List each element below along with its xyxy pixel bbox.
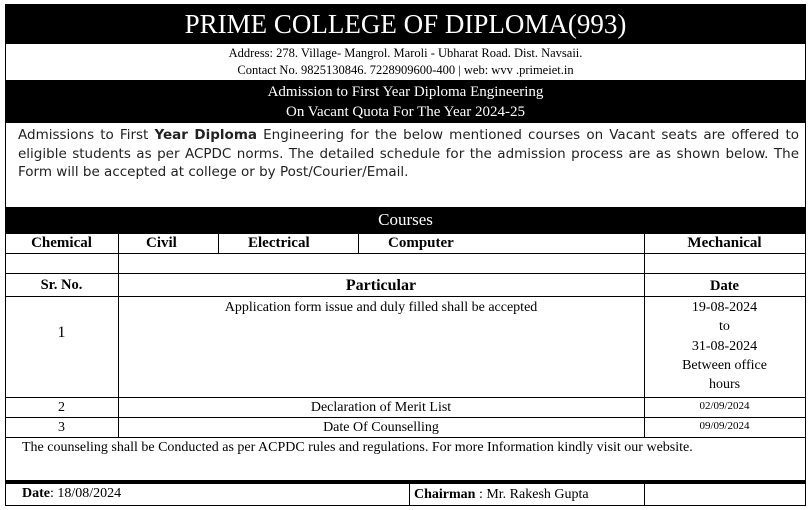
signoff-date	[22, 485, 121, 503]
course-computer: Computer	[388, 235, 454, 251]
signoff-chairman	[414, 486, 589, 504]
row1-date-to: to	[719, 319, 730, 335]
row1-date-end: 31-08-2024	[691, 338, 758, 354]
frame-bottom	[5, 505, 806, 506]
row1-particular: Application form issue and duly filled shall be accepted	[224, 300, 538, 315]
chairman-label: Chairman	[414, 487, 476, 502]
admission-line-1: Admission to First Year Diploma Engineering	[267, 84, 544, 100]
address-line: Address: 278. Village- Mangrol. Maroli - Ubharat Road. Dist. Navsaii.	[228, 46, 583, 60]
row3-date: 09/09/2024	[699, 420, 750, 432]
row1-date-start: 19-08-2024	[691, 300, 758, 315]
row2-sr: 2	[58, 400, 65, 415]
row3-particular: Date Of Counselling	[323, 420, 439, 435]
header-particular: Particular	[345, 277, 417, 294]
contact-line: Contact No. 9825130846. 7228909600-400 | web: wvv .primeiet.in	[237, 63, 574, 77]
row1-date-note-1: Between office	[682, 357, 767, 373]
admission-line-2: On Vacant Quota For The Year 2024-25	[286, 104, 525, 120]
college-title-bar	[5, 4, 806, 44]
row1-date-note-2: hours	[708, 377, 741, 393]
signoff-top-border	[5, 480, 806, 484]
intro-bold-text: Year Diploma	[154, 127, 257, 143]
chairman-value: : Mr. Rakesh Gupta	[475, 487, 589, 502]
row2-date: 02/09/2024	[699, 400, 750, 412]
courses-title-bar	[5, 207, 806, 233]
date-label: Date	[22, 486, 50, 501]
college-name: PRIME COLLEGE OF DIPLOMA(993)	[184, 9, 627, 39]
course-civil: Civil	[146, 235, 177, 251]
course-mechanical: Mechanical	[687, 235, 762, 251]
courses-title: Courses	[378, 210, 433, 229]
intro-paragraph: Admissions to First Year Diploma Engineering for the below mentioned courses on Vacant seats are offered to eligible students as per ACPDC norms. The detailed schedule for the admission process are as shown below. The Form will be accepted at college or by Post/Courier/Email.	[18, 127, 799, 180]
header-sr-no: Sr. No.	[40, 277, 83, 293]
footer-note: The counseling shall be Conducted as per ACPDC rules and regulations. For more Information kindly visit our website.	[22, 440, 693, 455]
date-value: : 18/08/2024	[50, 486, 122, 501]
row2-particular: Declaration of Merit List	[310, 400, 452, 415]
row1-sr: 1	[57, 324, 66, 341]
course-chemical: Chemical	[31, 235, 92, 251]
admission-banner	[5, 80, 806, 123]
header-date: Date	[710, 278, 739, 294]
course-electrical: Electrical	[248, 235, 310, 251]
row3-sr: 3	[58, 420, 65, 435]
row1-date	[644, 298, 805, 394]
